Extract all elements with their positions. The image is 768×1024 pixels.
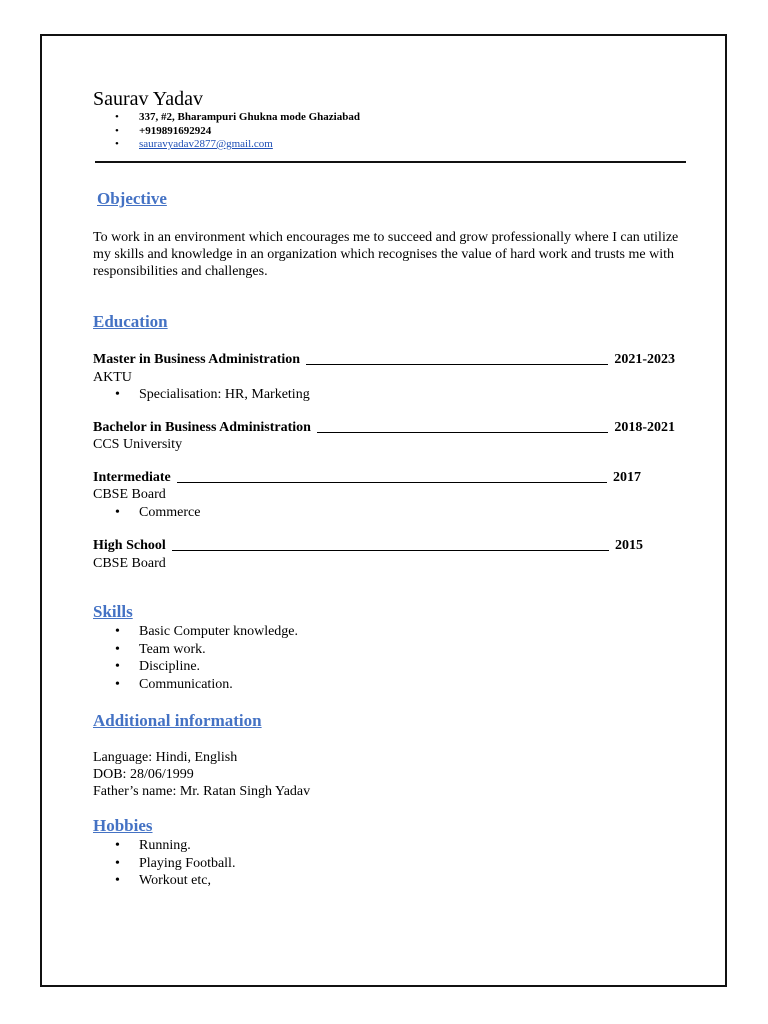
- language: Language: Hindi, English: [93, 750, 238, 765]
- education-row: [93, 469, 641, 487]
- hobby-item: • Workout etc,: [115, 872, 235, 890]
- detail-item: • Commerce: [115, 504, 200, 522]
- education-details: [115, 386, 310, 404]
- years: 2018-2021: [614, 420, 675, 435]
- hobby-item: • Running.: [115, 837, 235, 855]
- hobby-item: • Playing Football.: [115, 855, 235, 873]
- candidate-name: Saurav Yadav: [93, 88, 203, 110]
- years: 2021-2023: [614, 352, 675, 367]
- objective-text: To work in an environment which encourages me to succeed and grow professionally where I can utilize my skills and knowledge in an organization which recognises the value of hard work and trusts me with responsibilities and challenges.: [93, 230, 679, 279]
- degree: Intermediate: [93, 470, 171, 485]
- email-link[interactable]: sauravyadav2877@gmail.com: [139, 138, 273, 150]
- skill-item: • Communication.: [115, 676, 298, 694]
- detail-item: • Specialisation: HR, Marketing: [115, 386, 310, 404]
- education-row: [93, 537, 643, 555]
- objective-heading: Objective: [97, 189, 167, 208]
- education-heading: Education: [93, 312, 168, 331]
- skill-item: • Team work.: [115, 641, 298, 659]
- institution: CCS University: [93, 437, 183, 452]
- skill-item: • Basic Computer knowledge.: [115, 623, 298, 641]
- contact-list: [115, 111, 360, 152]
- email-item: [115, 138, 360, 152]
- institution: CBSE Board: [93, 487, 166, 502]
- hobbies-list: [115, 837, 235, 890]
- header-divider: [95, 161, 686, 163]
- education-row: [93, 351, 675, 369]
- institution: AKTU: [93, 370, 132, 385]
- skill-item: • Discipline.: [115, 658, 298, 676]
- degree: Master in Business Administration: [93, 352, 301, 367]
- years: 2017: [613, 470, 641, 485]
- father-name: Father’s name: Mr. Ratan Singh Yadav: [93, 784, 311, 799]
- leader-line: [172, 550, 609, 551]
- hobbies-heading: Hobbies: [93, 816, 153, 835]
- skills-list: [115, 623, 298, 693]
- address: • 337, #2, Bharampuri Ghukna mode Ghaziabad: [115, 111, 360, 125]
- phone: • +919891692924: [115, 125, 360, 139]
- education-row: [93, 419, 675, 437]
- leader-line: [306, 364, 608, 365]
- additional-heading: Additional information: [93, 711, 262, 730]
- degree: High School: [93, 538, 166, 553]
- degree: Bachelor in Business Administration: [93, 420, 311, 435]
- leader-line: [317, 432, 608, 433]
- skills-heading: Skills: [93, 602, 133, 621]
- education-details: [115, 504, 200, 522]
- leader-line: [177, 482, 607, 483]
- institution: CBSE Board: [93, 556, 166, 571]
- years: 2015: [615, 538, 643, 553]
- dob: DOB: 28/06/1999: [93, 767, 194, 782]
